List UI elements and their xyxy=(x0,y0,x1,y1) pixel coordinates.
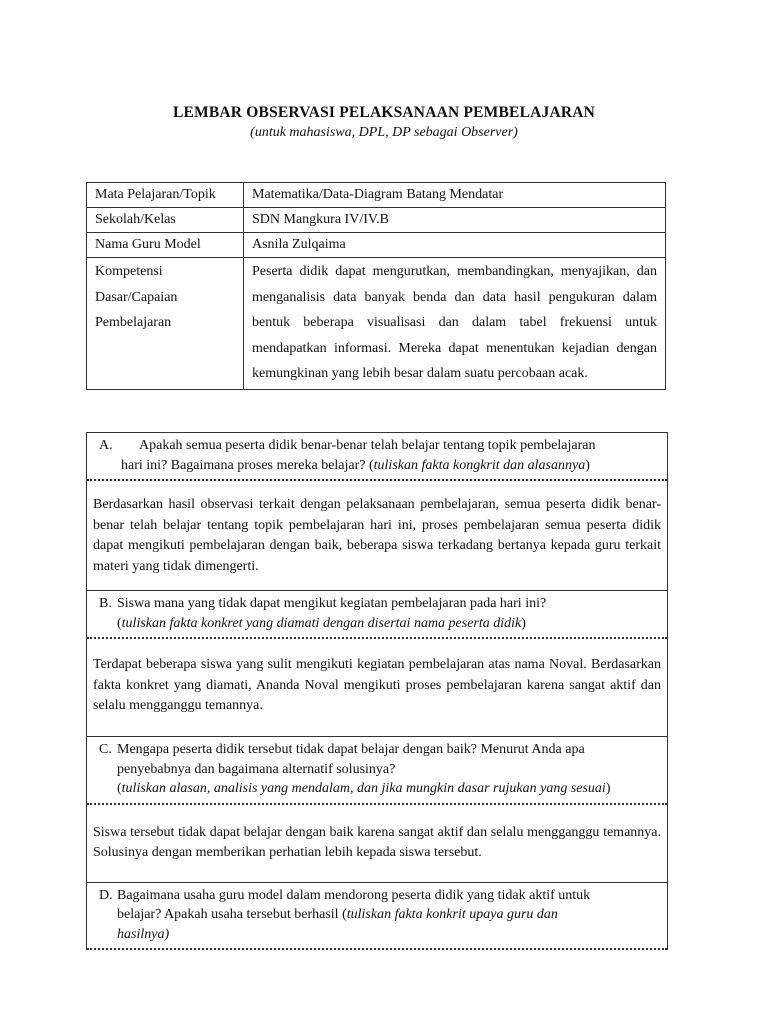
question-c-line1: Mengapa peserta didik tersebut tidak dapat belajar dengan baik? Menurut Anda apa xyxy=(117,742,585,757)
question-c-paren-open: ( xyxy=(117,781,122,796)
question-d-hint-end: hasilnya) xyxy=(117,926,170,942)
info-table xyxy=(86,182,666,390)
question-a-hint: tuliskan fakta kongkrit dan alasannya xyxy=(373,457,586,473)
answer-c-text: Siswa tersebut tidak dapat belajar dengan baik karena sangat aktif dan selalu mengganggu temannya. Solusinya dengan memberikan perhatian lebih kepada siswa tersebut. xyxy=(93,824,661,860)
school-value: SDN Mangkura IV/IV.B xyxy=(244,208,666,233)
question-d-hint: tuliskan fakta konkrit upaya guru dan xyxy=(346,907,558,922)
teacher-value: Asnila Zulqaima xyxy=(244,233,666,258)
table-row xyxy=(87,233,666,258)
question-b-paren: ) xyxy=(521,615,526,631)
answer-a-text: Berdasarkan hasil observasi terkait dengan pelaksanaan pembelajaran, semua peserta didik benar-benar telah belajar tentang topik pembelajaran hari ini, proses pembelajaran semua peserta didik dapat mengikuti pembelajaran dengan baik, beberapa siswa terkadang bertanya kepada guru terkait materi yang tidak dimengerti. xyxy=(93,497,661,574)
answer-b xyxy=(87,639,667,737)
competency-label-line: Kompetensi xyxy=(95,264,163,279)
document-subtitle: (untuk mahasiswa, DPL, DP sebagai Observer) xyxy=(250,125,518,140)
subject-label: Mata Pelajaran/Topik xyxy=(87,183,244,208)
competency-label-line: Dasar/Capaian xyxy=(95,289,178,305)
question-b-hint: tuliskan fakta konkret yang diamati dengan disertai nama peserta didik xyxy=(121,615,522,631)
question-b-line1: Siswa mana yang tidak dapat mengikut kegiatan pembelajaran pada hari ini? xyxy=(117,596,547,611)
question-d-line1: Bagaimana usaha guru model dalam mendorong peserta didik yang tidak aktif untuk xyxy=(117,887,591,903)
question-b-paren-open: ( xyxy=(117,615,122,631)
question-c-hint: tuliskan alasan, analisis yang mendalam, dan jika mungkin dasar rujukan yang sesuai xyxy=(121,781,606,796)
question-d-line2 xyxy=(95,905,659,925)
table-row xyxy=(87,183,666,208)
observation-box xyxy=(86,432,668,950)
competency-value: Peserta didik dapat mengurutkan, membandingkan, menyajikan, dan menganalisis data banyak benda dan data hasil pengukuran dalam bentuk beberapa visualisasi dan dalam tabel frekuensi untuk mendapatkan informasi. Mereka dapat menentukan kejadian dengan kemungkinan yang lebih besar dalam suatu percobaan acak. xyxy=(244,258,666,390)
question-d xyxy=(87,883,667,951)
answer-a xyxy=(87,481,667,591)
question-c-line3 xyxy=(95,779,659,799)
question-d-text: belajar? Apakah usaha tersebut berhasil ( xyxy=(117,907,347,922)
competency-label xyxy=(87,258,244,390)
question-d-label: D. xyxy=(99,887,113,903)
question-b-line2 xyxy=(95,614,659,634)
question-d-line3 xyxy=(95,925,659,945)
question-b xyxy=(87,591,667,639)
answer-b-text: Terdapat beberapa siswa yang sulit mengikuti kegiatan pembelajaran atas nama Noval. Berdasarkan fakta konkret yang diamati, Ananda Noval mengikuti proses pembelajaran karena sangat aktif dan selalu mengganggu temannya. xyxy=(93,657,661,713)
table-row xyxy=(87,258,666,390)
question-c-paren: ) xyxy=(605,781,611,796)
table-row xyxy=(87,208,666,233)
subject-value: Matematika/Data-Diagram Batang Mendatar xyxy=(244,183,666,208)
question-c xyxy=(87,737,667,805)
answer-c xyxy=(87,805,667,883)
school-label: Sekolah/Kelas xyxy=(87,208,244,233)
question-b-label: B. xyxy=(99,596,112,611)
question-a-line2 xyxy=(95,456,659,476)
question-a-line1: Apakah semua peserta didik benar-benar telah belajar tentang topik pembelajaran xyxy=(139,438,596,453)
competency-label-line: Pembelajaran xyxy=(95,315,172,330)
document-title: LEMBAR OBSERVASI PELAKSANAAN PEMBELAJARAN xyxy=(172,104,596,121)
question-a-label: A. xyxy=(99,438,113,453)
question-a-text: hari ini? Bagaimana proses mereka belajar? ( xyxy=(121,457,374,473)
question-a xyxy=(87,433,667,481)
question-c-line2: penyebabnya dan bagaimana alternatif solusinya? xyxy=(117,761,396,777)
teacher-label: Nama Guru Model xyxy=(87,233,244,258)
question-c-label: C. xyxy=(99,742,112,757)
question-a-paren: ) xyxy=(585,457,590,473)
